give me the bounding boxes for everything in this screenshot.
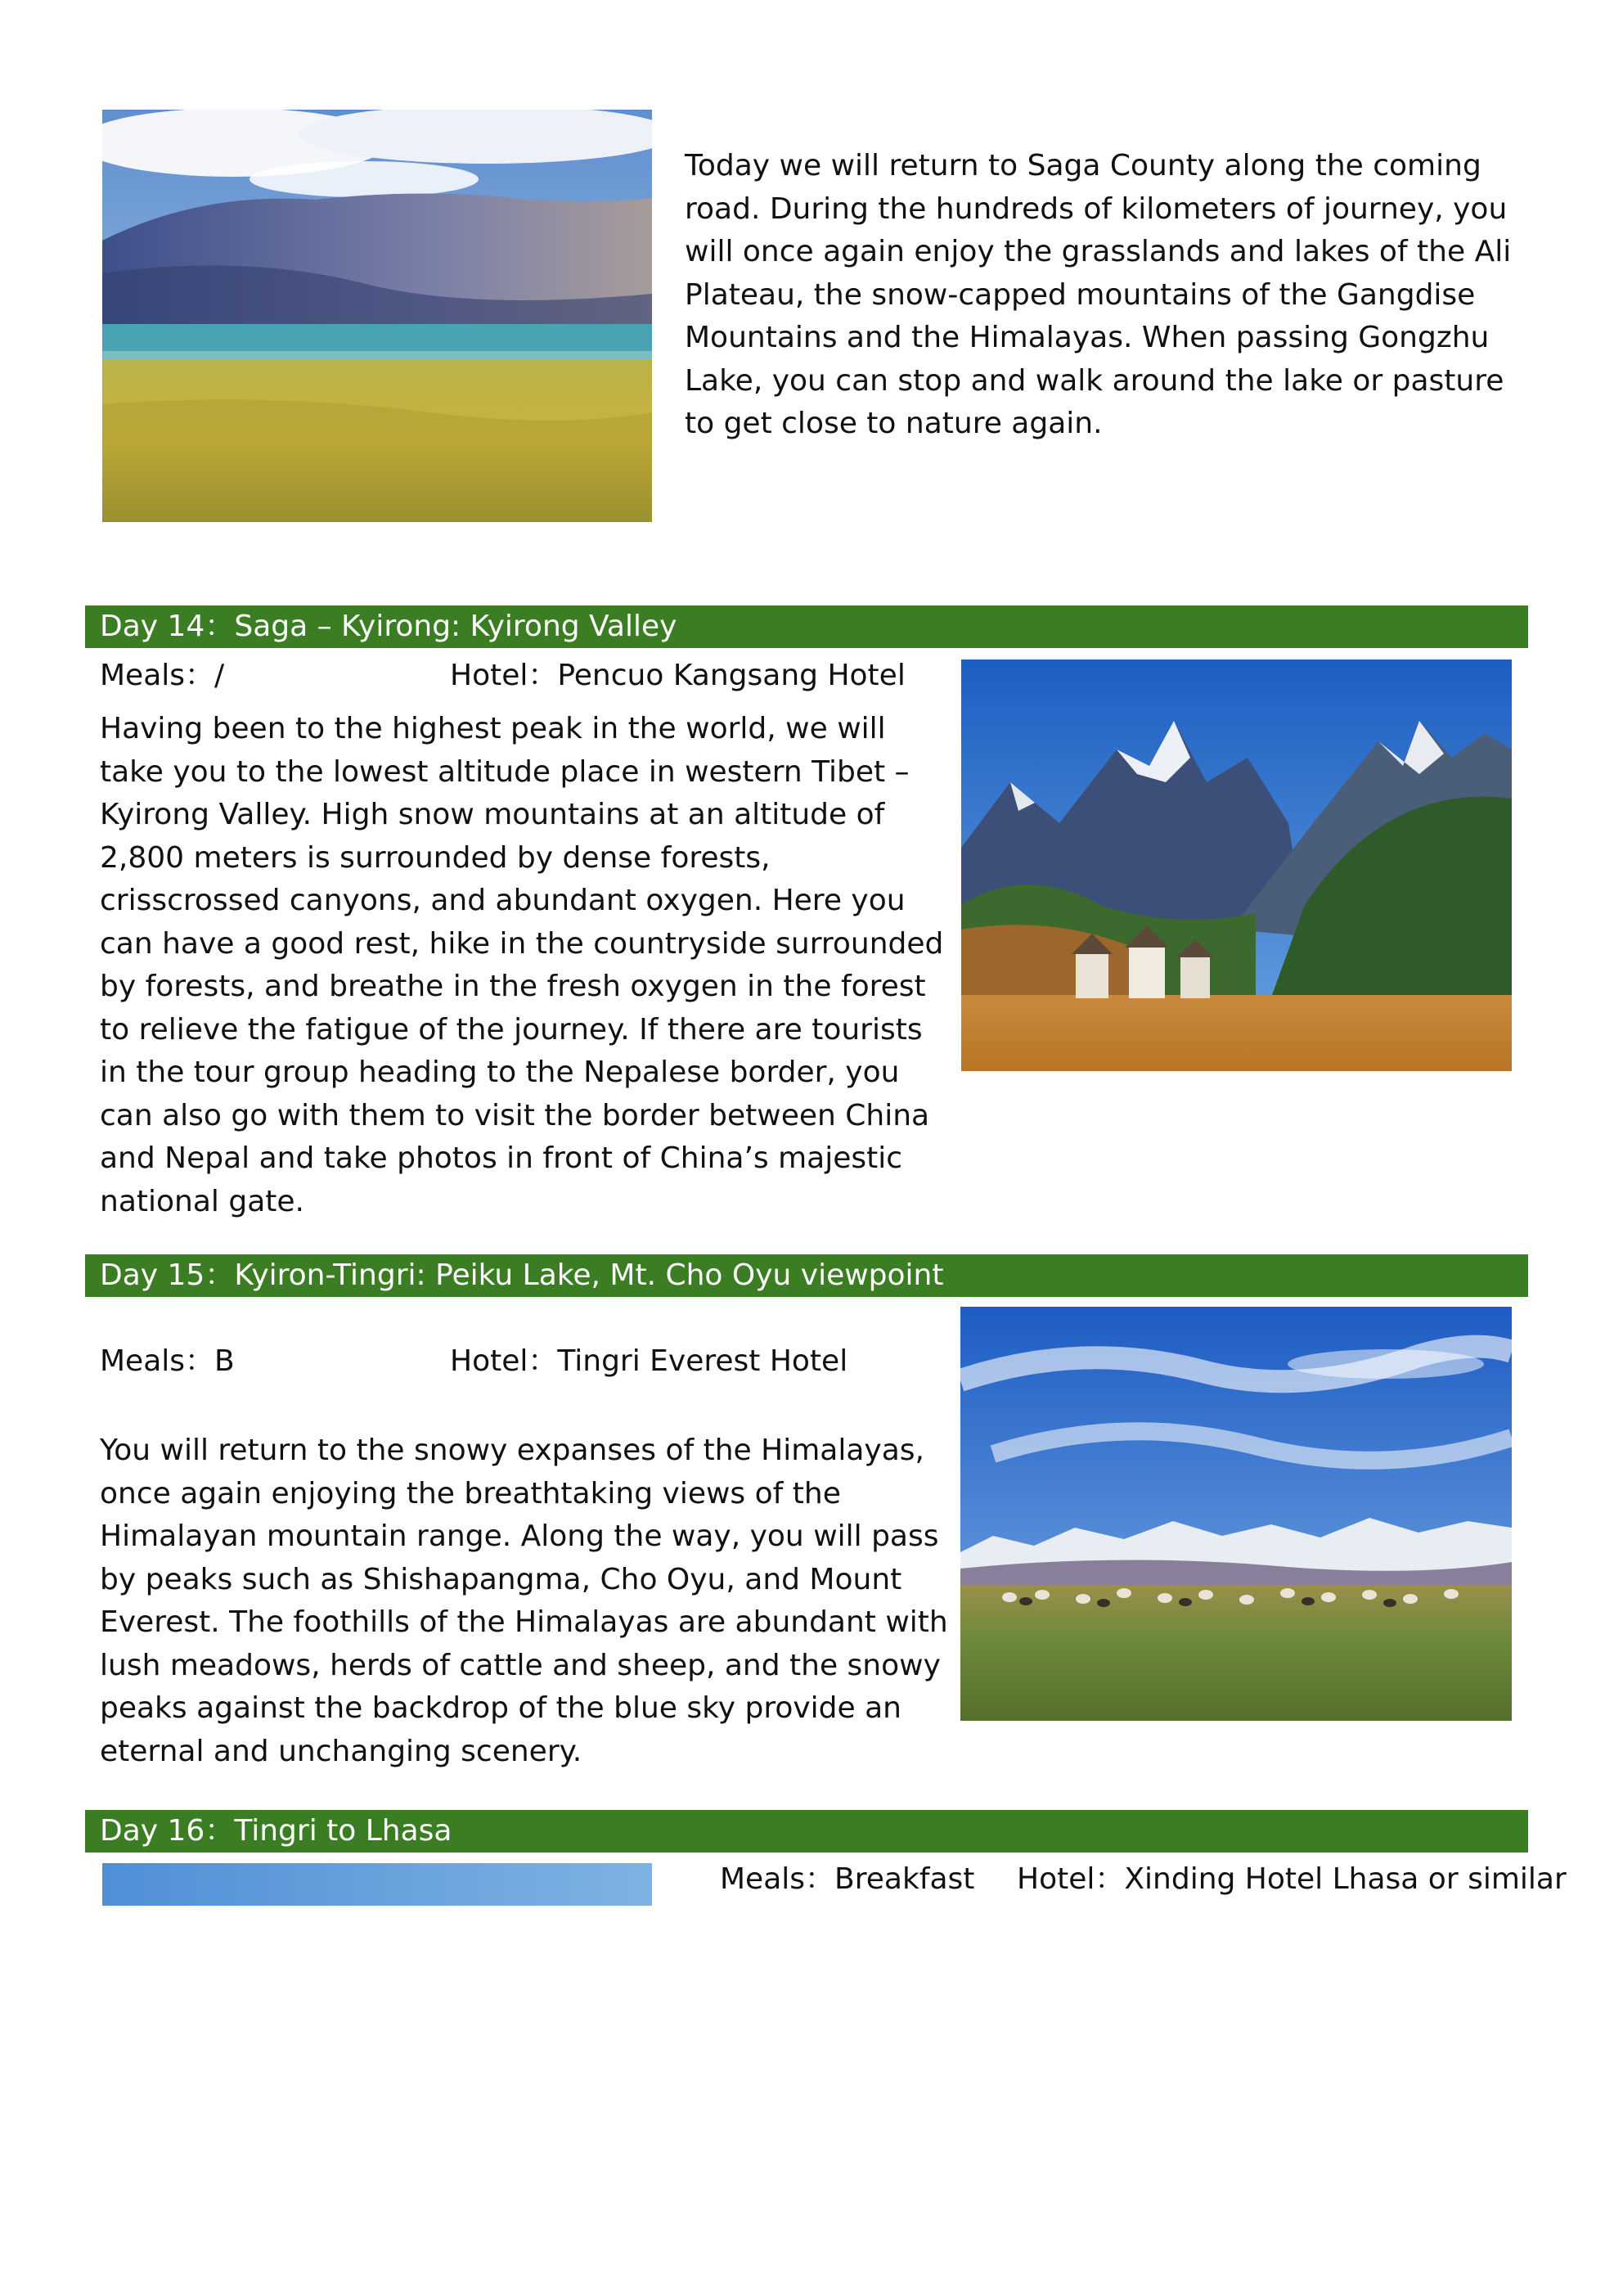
day-16-meals: Meals：Breakfast: [720, 1862, 975, 1896]
day-14-paragraph: Having been to the highest peak in the world, we will take you to the lowest altitude place in western Tibet – Kyirong Valley. High snow mountains at an altitude of 2,800 meters is surrounded by dense forests, crisscrossed canyons, and abundant oxygen. Here you can have a good rest, hike in the countryside surrounded by forests, and breathe in the fresh oxygen in the forest to relieve the fatigue of the journey. If there are tourists in the tour group heading to the Nepalese border, you can also go with them to visit the border between China and Nepal and take photos in front of China’s majestic national gate.: [100, 712, 944, 1218]
kyirong-valley-photo: [961, 660, 1512, 1071]
himalaya-meadow-photo: [960, 1307, 1512, 1721]
day-15-meals: Meals：B: [100, 1344, 235, 1378]
day-15-paragraph: You will return to the snowy expanses of the Himalayas, once again enjoying the breathtaking views of the Himalayan mountain range. Along the way, you will pass by peaks such as Shishapangma, Cho Oyu, and Mount Everest. The foothills of the Himalayas are abundant with lush meadows, herds of cattle and sheep, and the snowy peaks against the backdrop of the blue sky provide an eternal and unchanging scenery.: [100, 1434, 948, 1768]
day-14-header-bar: Day 14：Saga – Kyirong: Kyirong Valley: [85, 606, 1528, 648]
day-16-hotel: Hotel：Xinding Hotel Lhasa or similar: [1017, 1862, 1567, 1896]
intro-paragraph: Today we will return to Saga County along the coming road. During the hundreds of kilometers of journey, you will once again enjoy the grasslands and lakes of the Ali Plateau, the snow-capped mountains of the Gangdise Mountains and the Himalayas. When passing Gongzhu Lake, you can stop and walk around the lake or pasture to get close to nature again.: [685, 149, 1512, 440]
day-16-header-bar: Day 16：Tingri to Lhasa: [85, 1810, 1528, 1853]
day-15-hotel: Hotel：Tingri Everest Hotel: [450, 1344, 848, 1378]
day-16-sky-photo: [102, 1863, 652, 1906]
day-14-hotel: Hotel：Pencuo Kangsang Hotel: [450, 659, 906, 692]
day-14-meals: Meals：/: [100, 659, 225, 692]
lake-grassland-photo: [102, 110, 652, 522]
day-15-header-bar: Day 15：Kyiron-Tingri: Peiku Lake, Mt. Cho Oyu viewpoint: [85, 1254, 1528, 1297]
